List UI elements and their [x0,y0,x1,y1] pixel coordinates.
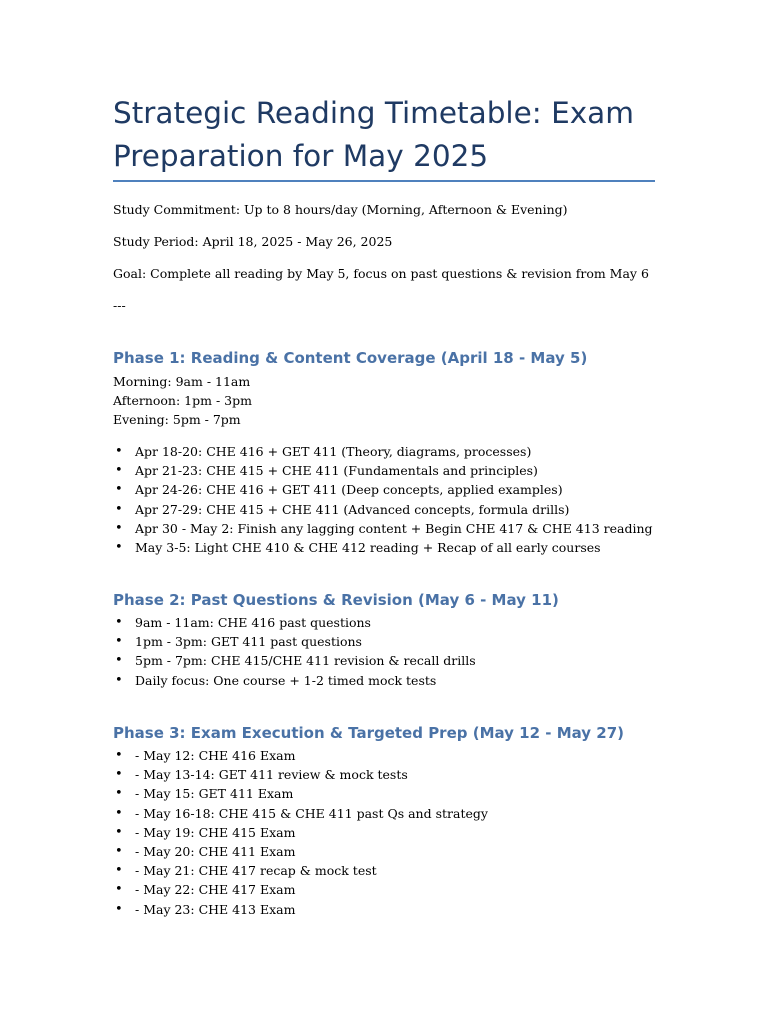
list-item: • 1pm - 3pm: GET 411 past questions [113,632,476,651]
bullet-icon: • [115,501,123,517]
list-item: • - May 15: GET 411 Exam [113,784,488,803]
bullet-icon: • [115,805,123,821]
bullet-icon: • [115,444,123,459]
afternoon-time: Afternoon: 1pm - 3pm [113,393,252,409]
morning-time: Morning: 9am - 11am [113,374,251,389]
phase1-times [113,372,252,430]
study-goal: Goal: Complete all reading by May 5, focus on past questions & revision from May 6 [113,266,649,281]
list-item: • - May 12: CHE 416 Exam [113,746,488,765]
list-item: • Apr 21-23: CHE 415 + CHE 411 (Fundamentals and principles) [113,461,653,480]
bullet-icon: • [115,844,123,860]
bullet-icon: • [115,653,123,669]
bullet-icon: • [115,786,123,802]
list-item: • - May 22: CHE 417 Exam [113,880,488,899]
list-item: • Apr 18-20: CHE 416 + GET 411 (Theory, diagrams, processes) [113,442,653,461]
list-item: • - May 16-18: CHE 415 & CHE 411 past Qs and strategy [113,804,488,823]
bullet-icon: • [115,882,123,898]
bullet-icon: • [115,463,123,479]
list-item: • Apr 27-29: CHE 415 + CHE 411 (Advanced concepts, formula drills) [113,500,653,519]
bullet-icon: • [115,863,123,879]
list-item: • - May 20: CHE 411 Exam [113,842,488,861]
list-item: • Apr 24-26: CHE 416 + GET 411 (Deep concepts, applied examples) [113,480,653,499]
list-item: • - May 21: CHE 417 recap & mock test [113,861,488,880]
list-item: • May 3-5: Light CHE 410 & CHE 412 reading + Recap of all early courses [113,538,653,557]
list-item: • - May 23: CHE 413 Exam [113,900,488,919]
list-item: • 5pm - 7pm: CHE 415/CHE 411 revision & recall drills [113,651,476,670]
list-item: • - May 13-14: GET 411 review & mock tests [113,765,488,784]
phase1-heading: Phase 1: Reading & Content Coverage (April 18 - May 5) [113,349,588,367]
bullet-icon: • [115,540,123,556]
bullet-icon: • [115,767,123,783]
list-item: • Daily focus: One course + 1-2 timed mock tests [113,671,476,690]
phase2-list [113,613,476,690]
bullet-icon: • [115,615,123,630]
phase3-list [113,746,488,919]
bullet-icon: • [115,520,123,536]
list-item: • Apr 30 - May 2: Finish any lagging content + Begin CHE 417 & CHE 413 reading [113,519,653,538]
section-separator: --- [113,298,126,313]
study-commitment: Study Commitment: Up to 8 hours/day (Morning, Afternoon & Evening) [113,202,568,217]
list-item: • 9am - 11am: CHE 416 past questions [113,613,476,632]
title-underline [113,180,655,182]
bullet-icon: • [115,824,123,840]
phase2-heading: Phase 2: Past Questions & Revision (May 6 - May 11) [113,591,559,609]
phase3-heading: Phase 3: Exam Execution & Targeted Prep (May 12 - May 27) [113,724,625,742]
bullet-icon: • [115,482,123,498]
list-item: • - May 19: CHE 415 Exam [113,823,488,842]
document-title: Strategic Reading Timetable: Exam Preparation for May 2025 [113,96,634,173]
study-period: Study Period: April 18, 2025 - May 26, 2025 [113,234,393,249]
phase1-list [113,442,653,557]
bullet-icon: • [115,748,123,763]
bullet-icon: • [115,672,123,688]
bullet-icon: • [115,901,123,917]
evening-time: Evening: 5pm - 7pm [113,412,241,428]
bullet-icon: • [115,634,123,650]
